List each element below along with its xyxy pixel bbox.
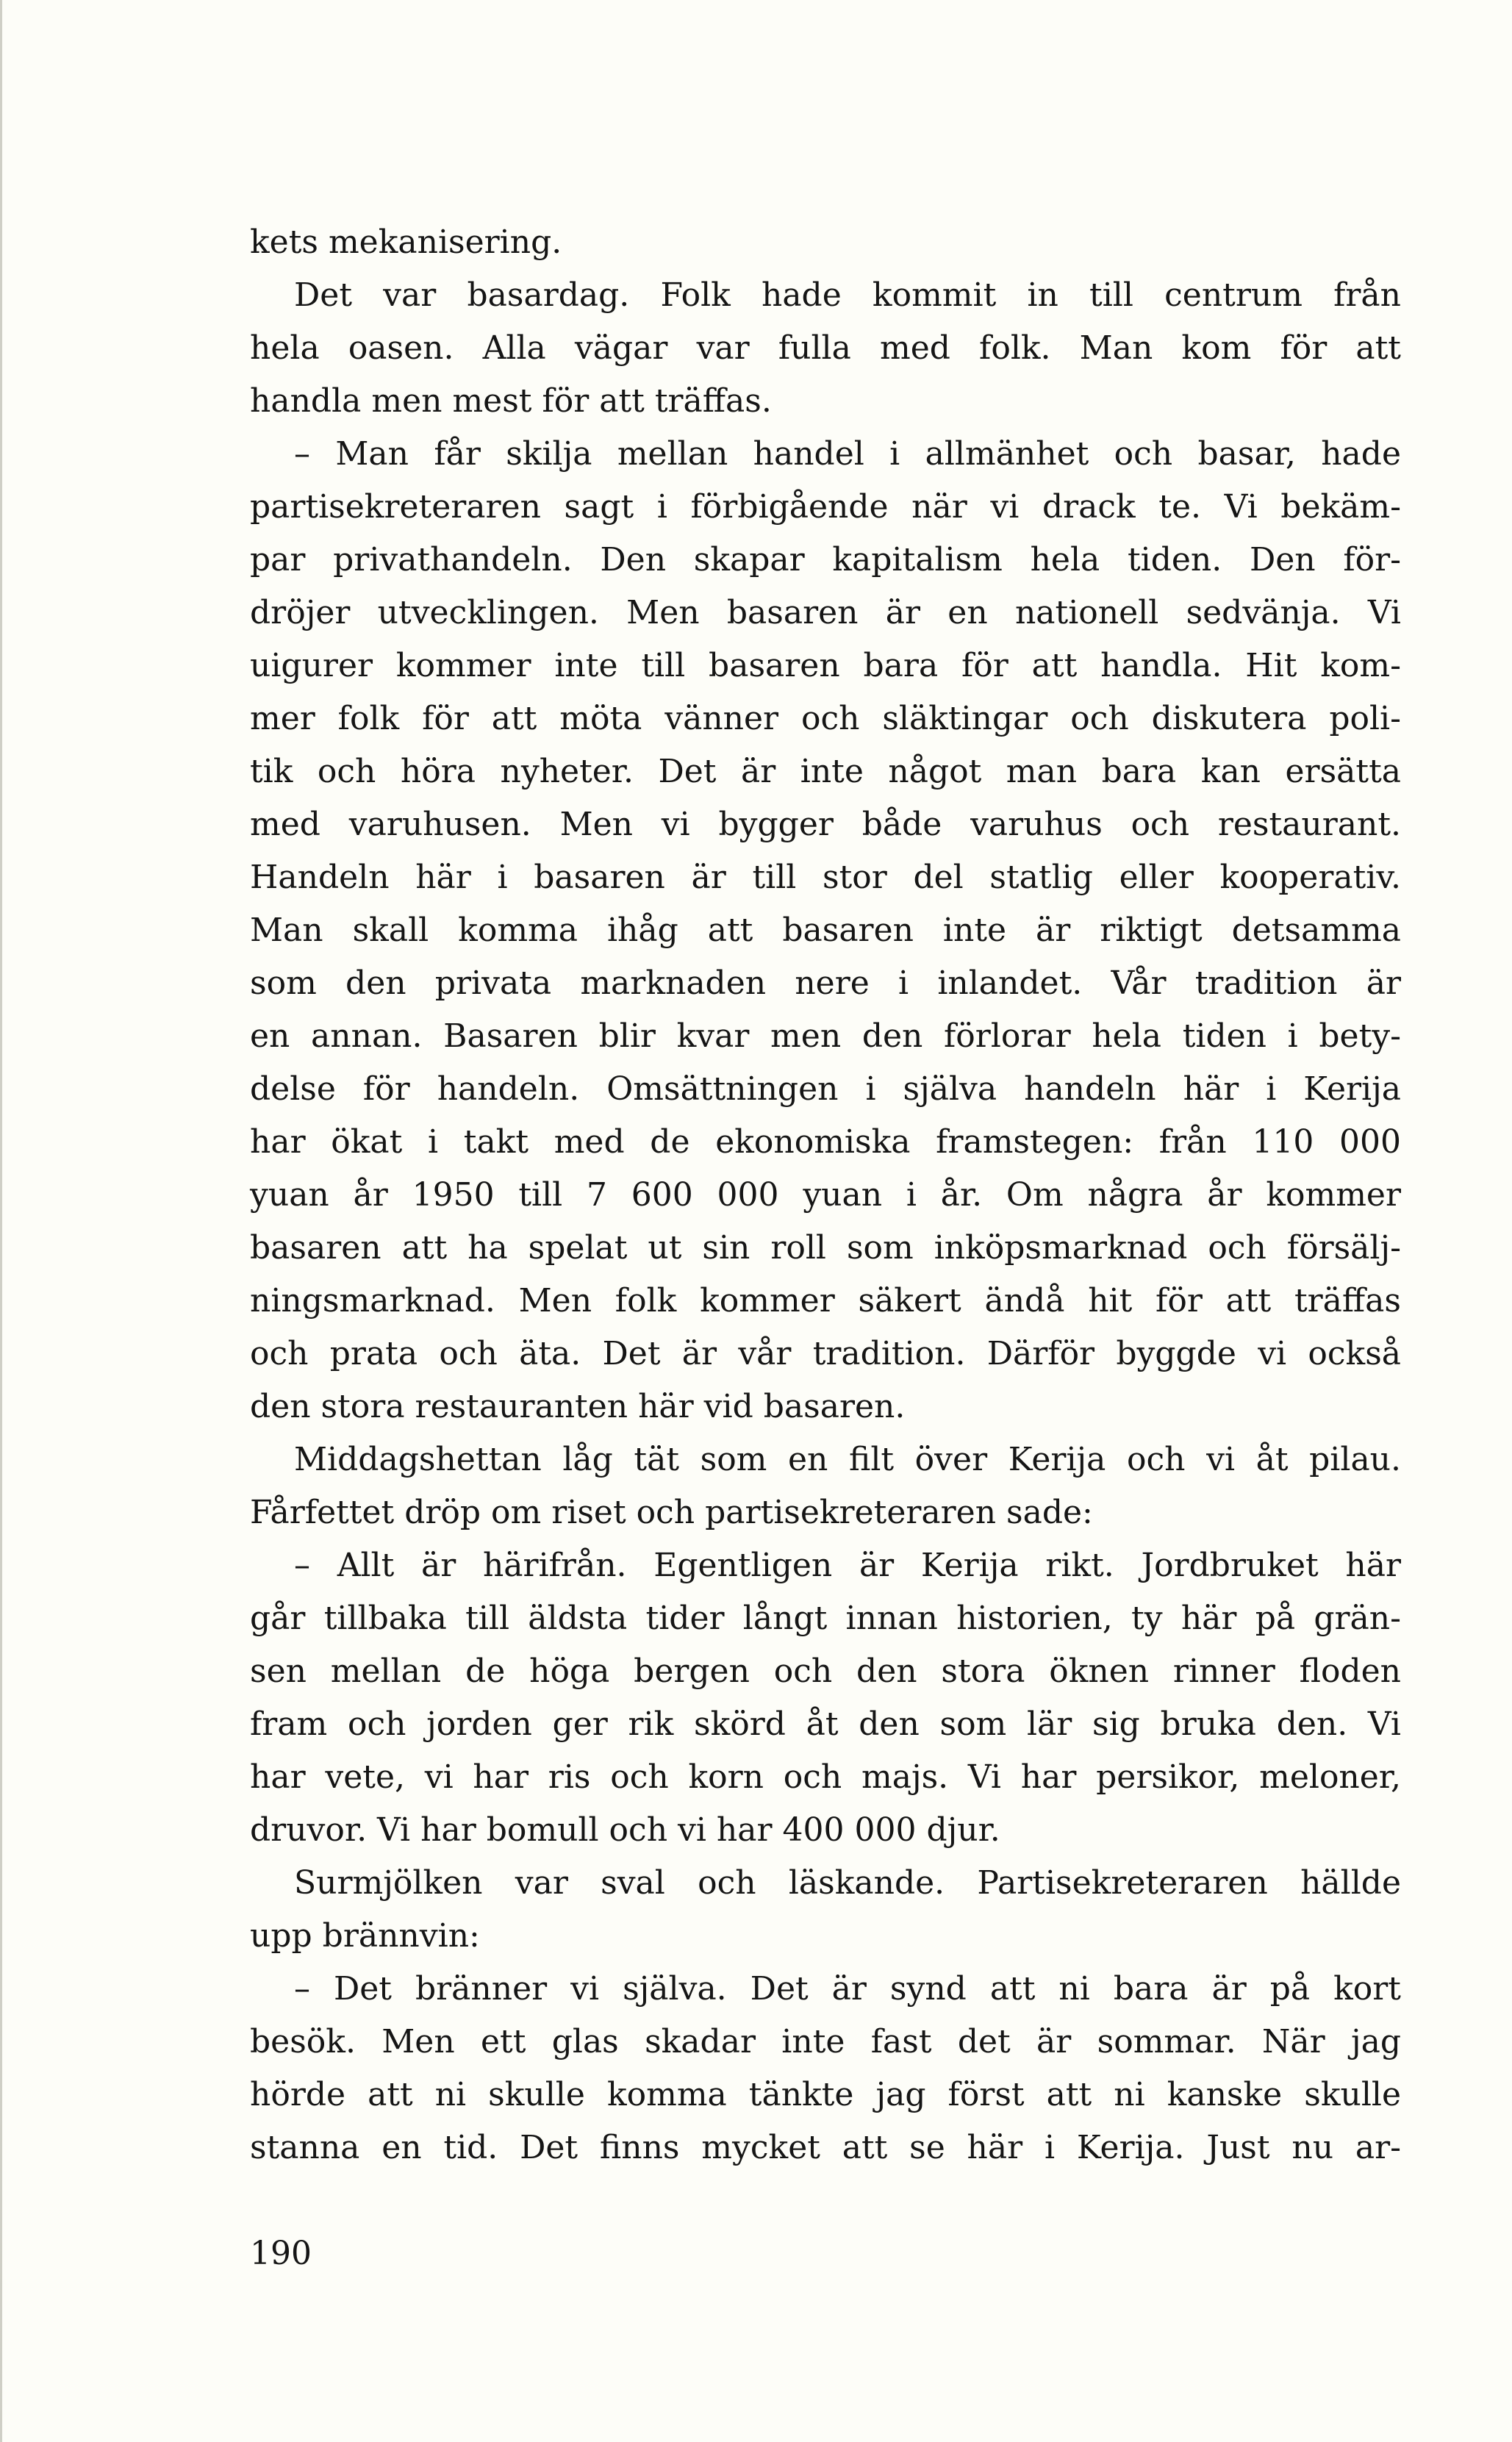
text-line: tik och höra nyheter. Det är inte något man bara kan ersätta <box>250 753 1401 790</box>
text-line: – Det bränner vi själva. Det är synd att ni bara är på kort <box>294 1970 1401 2008</box>
text-line: sen mellan de höga bergen och den stora öknen rinner floden <box>250 1653 1401 1690</box>
text-line: yuan år 1950 till 7 600 000 yuan i år. Om några år kommer <box>250 1176 1401 1214</box>
text-line: mer folk för att möta vänner och släktingar och diskutera poli- <box>250 700 1401 737</box>
text-line: som den privata marknaden nere i inlandet. Vår tradition är <box>250 964 1401 1002</box>
text-line: kets mekanisering. <box>250 223 562 261</box>
text-line: handla men mest för att träffas. <box>250 382 772 420</box>
text-line: Man skall komma ihåg att basaren inte är riktigt detsamma <box>250 912 1401 949</box>
text-line: Det var basardag. Folk hade kommit in till centrum från <box>294 276 1401 314</box>
text-line: – Allt är härifrån. Egentligen är Kerija rikt. Jordbruket här <box>294 1547 1401 1584</box>
text-line: druvor. Vi har bomull och vi har 400 000 djur. <box>250 1811 1000 1849</box>
text-line: har vete, vi har ris och korn och majs. Vi har persikor, meloner, <box>250 1758 1401 1796</box>
page-number: 190 <box>250 2235 312 2272</box>
text-line: par privathandeln. Den skapar kapitalism hela tiden. Den för- <box>250 541 1401 579</box>
text-line: går tillbaka till äldsta tider långt innan historien, ty här på grän- <box>250 1600 1401 1637</box>
text-line: – Man får skilja mellan handel i allmänhet och basar, hade <box>294 435 1401 473</box>
text-line: hela oasen. Alla vägar var fulla med folk. Man kom för att <box>250 329 1401 367</box>
text-line: Handeln här i basaren är till stor del statlig eller kooperativ. <box>250 859 1401 896</box>
text-line: Middagshettan låg tät som en filt över Kerija och vi åt pilau. <box>294 1441 1401 1478</box>
text-line: Fårfettet dröp om riset och partisekreteraren sade: <box>250 1494 1093 1531</box>
text-line: hörde att ni skulle komma tänkte jag först att ni kanske skulle <box>250 2076 1401 2113</box>
text-line: uigurer kommer inte till basaren bara för att handla. Hit kom- <box>250 647 1401 684</box>
text-line: med varuhusen. Men vi bygger både varuhus och restaurant. <box>250 806 1401 843</box>
body-text <box>250 216 1401 2174</box>
text-line: Surmjölken var sval och läskande. Partisekreteraren hällde <box>294 1864 1401 1902</box>
text-line: ningsmarknad. Men folk kommer säkert ändå hit för att träffas <box>250 1282 1401 1320</box>
text-line: basaren att ha spelat ut sin roll som inköpsmarknad och försälj- <box>250 1229 1401 1267</box>
text-line: partisekreteraren sagt i förbigående när vi drack te. Vi bekäm- <box>250 488 1401 526</box>
text-line: den stora restauranten här vid basaren. <box>250 1388 906 1425</box>
page-edge <box>0 0 2 2442</box>
text-line: och prata och äta. Det är vår tradition. Därför byggde vi också <box>250 1335 1401 1372</box>
text-line: upp brännvin: <box>250 1917 480 1955</box>
text-line: stanna en tid. Det finns mycket att se här i Kerija. Just nu ar- <box>250 2129 1401 2166</box>
text-line: en annan. Basaren blir kvar men den förlorar hela tiden i bety- <box>250 1017 1401 1055</box>
text-line: dröjer utvecklingen. Men basaren är en nationell sedvänja. Vi <box>250 594 1401 631</box>
text-line: fram och jorden ger rik skörd åt den som lär sig bruka den. Vi <box>250 1705 1401 1743</box>
text-line: delse för handeln. Omsättningen i själva handeln här i Kerija <box>250 1070 1401 1108</box>
text-line: har ökat i takt med de ekonomiska framstegen: från 110 000 <box>250 1123 1401 1161</box>
text-line: besök. Men ett glas skadar inte fast det är sommar. När jag <box>250 2023 1401 2060</box>
